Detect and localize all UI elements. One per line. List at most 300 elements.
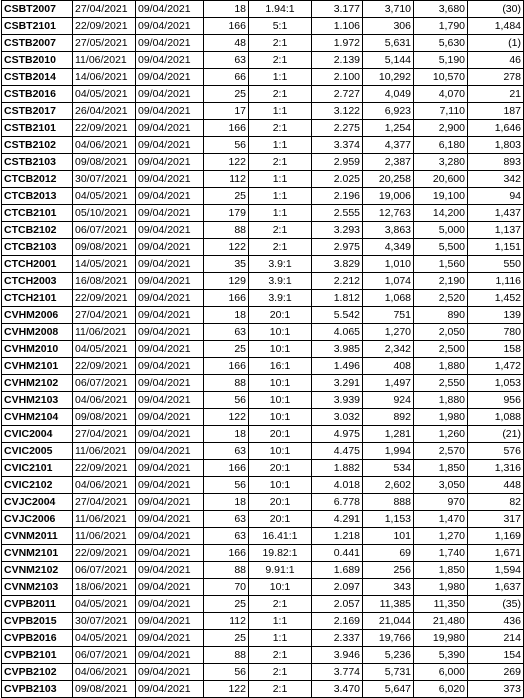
cell-theoretical-value: 4.065 xyxy=(312,324,363,341)
cell-value-col-9: 94 xyxy=(468,188,524,205)
cell-value-col-7: 534 xyxy=(363,460,414,477)
cell-days-remaining: 88 xyxy=(204,375,249,392)
cell-theoretical-value: 2.057 xyxy=(312,596,363,613)
cell-warrant-code: CVPB2016 xyxy=(2,630,73,647)
cell-days-remaining: 56 xyxy=(204,392,249,409)
cell-value-col-7: 1,068 xyxy=(363,290,414,307)
cell-theoretical-value: 2.100 xyxy=(312,69,363,86)
cell-conversion-ratio: 1:1 xyxy=(249,630,312,647)
cell-value-col-8: 2,520 xyxy=(414,290,468,307)
table-row xyxy=(2,562,524,579)
cell-theoretical-value: 4.018 xyxy=(312,477,363,494)
cell-expiry-date: 22/09/2021 xyxy=(73,545,136,562)
cell-value-col-9: 1,169 xyxy=(468,528,524,545)
cell-value-col-7: 888 xyxy=(363,494,414,511)
cell-conversion-ratio: 2:1 xyxy=(249,154,312,171)
cell-valuation-date: 09/04/2021 xyxy=(136,511,204,528)
cell-warrant-code: CTCH2001 xyxy=(2,256,73,273)
cell-days-remaining: 35 xyxy=(204,256,249,273)
cell-valuation-date: 09/04/2021 xyxy=(136,392,204,409)
cell-value-col-8: 1,560 xyxy=(414,256,468,273)
cell-value-col-8: 7,110 xyxy=(414,103,468,120)
cell-conversion-ratio: 2:1 xyxy=(249,647,312,664)
cell-valuation-date: 09/04/2021 xyxy=(136,545,204,562)
cell-value-col-9: 373 xyxy=(468,681,524,698)
cell-expiry-date: 11/06/2021 xyxy=(73,511,136,528)
cell-value-col-7: 20,258 xyxy=(363,171,414,188)
cell-value-col-8: 2,190 xyxy=(414,273,468,290)
cell-warrant-code: CVHM2104 xyxy=(2,409,73,426)
cell-value-col-9: 154 xyxy=(468,647,524,664)
cell-value-col-9: 46 xyxy=(468,52,524,69)
cell-days-remaining: 63 xyxy=(204,443,249,460)
cell-value-col-9: 139 xyxy=(468,307,524,324)
cell-expiry-date: 04/05/2021 xyxy=(73,630,136,647)
cell-conversion-ratio: 1:1 xyxy=(249,205,312,222)
cell-expiry-date: 27/04/2021 xyxy=(73,1,136,18)
cell-theoretical-value: 3.291 xyxy=(312,375,363,392)
cell-days-remaining: 18 xyxy=(204,1,249,18)
table-row xyxy=(2,579,524,596)
cell-value-col-9: 1,484 xyxy=(468,18,524,35)
cell-conversion-ratio: 2:1 xyxy=(249,86,312,103)
cell-value-col-8: 4,070 xyxy=(414,86,468,103)
cell-warrant-code: CSBT2101 xyxy=(2,18,73,35)
cell-valuation-date: 09/04/2021 xyxy=(136,630,204,647)
cell-theoretical-value: 1.496 xyxy=(312,358,363,375)
cell-theoretical-value: 3.032 xyxy=(312,409,363,426)
table-row xyxy=(2,256,524,273)
cell-warrant-code: CVHM2006 xyxy=(2,307,73,324)
cell-theoretical-value: 1.106 xyxy=(312,18,363,35)
cell-value-col-7: 1,010 xyxy=(363,256,414,273)
cell-expiry-date: 04/05/2021 xyxy=(73,86,136,103)
cell-value-col-8: 1,850 xyxy=(414,562,468,579)
cell-value-col-8: 6,000 xyxy=(414,664,468,681)
cell-warrant-code: CVJC2004 xyxy=(2,494,73,511)
cell-value-col-7: 1,153 xyxy=(363,511,414,528)
cell-valuation-date: 09/04/2021 xyxy=(136,69,204,86)
cell-days-remaining: 56 xyxy=(204,664,249,681)
cell-warrant-code: CTCB2102 xyxy=(2,222,73,239)
cell-value-col-9: 1,437 xyxy=(468,205,524,222)
cell-value-col-9: 269 xyxy=(468,664,524,681)
cell-warrant-code: CTCB2103 xyxy=(2,239,73,256)
cell-warrant-code: CVNM2101 xyxy=(2,545,73,562)
cell-days-remaining: 25 xyxy=(204,596,249,613)
cell-warrant-code: CVPB2102 xyxy=(2,664,73,681)
cell-days-remaining: 122 xyxy=(204,154,249,171)
cell-value-col-7: 4,349 xyxy=(363,239,414,256)
cell-valuation-date: 09/04/2021 xyxy=(136,273,204,290)
cell-expiry-date: 14/06/2021 xyxy=(73,69,136,86)
table-row xyxy=(2,596,524,613)
cell-expiry-date: 09/08/2021 xyxy=(73,239,136,256)
cell-value-col-8: 1,270 xyxy=(414,528,468,545)
cell-valuation-date: 09/04/2021 xyxy=(136,256,204,273)
cell-value-col-7: 1,994 xyxy=(363,443,414,460)
table-row xyxy=(2,307,524,324)
cell-theoretical-value: 4.975 xyxy=(312,426,363,443)
cell-value-col-9: 214 xyxy=(468,630,524,647)
warrant-table xyxy=(1,0,524,698)
cell-value-col-8: 1,740 xyxy=(414,545,468,562)
cell-value-col-7: 2,387 xyxy=(363,154,414,171)
table-row xyxy=(2,613,524,630)
cell-warrant-code: CSTB2102 xyxy=(2,137,73,154)
cell-expiry-date: 26/04/2021 xyxy=(73,103,136,120)
cell-warrant-code: CVNM2103 xyxy=(2,579,73,596)
cell-conversion-ratio: 19.82:1 xyxy=(249,545,312,562)
cell-days-remaining: 112 xyxy=(204,171,249,188)
cell-value-col-9: 1,316 xyxy=(468,460,524,477)
cell-days-remaining: 166 xyxy=(204,545,249,562)
cell-valuation-date: 09/04/2021 xyxy=(136,290,204,307)
cell-theoretical-value: 2.337 xyxy=(312,630,363,647)
cell-value-col-8: 2,900 xyxy=(414,120,468,137)
cell-value-col-9: 1,088 xyxy=(468,409,524,426)
cell-conversion-ratio: 10:1 xyxy=(249,392,312,409)
cell-value-col-8: 1,850 xyxy=(414,460,468,477)
cell-conversion-ratio: 20:1 xyxy=(249,494,312,511)
cell-warrant-code: CVIC2102 xyxy=(2,477,73,494)
cell-value-col-8: 5,190 xyxy=(414,52,468,69)
table-row xyxy=(2,545,524,562)
cell-days-remaining: 25 xyxy=(204,86,249,103)
table-row xyxy=(2,273,524,290)
table-row xyxy=(2,137,524,154)
cell-value-col-8: 11,350 xyxy=(414,596,468,613)
cell-theoretical-value: 3.985 xyxy=(312,341,363,358)
cell-days-remaining: 25 xyxy=(204,630,249,647)
cell-value-col-7: 1,254 xyxy=(363,120,414,137)
cell-warrant-code: CVIC2005 xyxy=(2,443,73,460)
cell-warrant-code: CSBT2007 xyxy=(2,1,73,18)
cell-expiry-date: 04/06/2021 xyxy=(73,664,136,681)
cell-valuation-date: 09/04/2021 xyxy=(136,1,204,18)
cell-warrant-code: CVHM2101 xyxy=(2,358,73,375)
cell-theoretical-value: 3.177 xyxy=(312,1,363,18)
cell-expiry-date: 05/10/2021 xyxy=(73,205,136,222)
table-row xyxy=(2,528,524,545)
cell-value-col-8: 1,880 xyxy=(414,392,468,409)
cell-expiry-date: 06/07/2021 xyxy=(73,222,136,239)
cell-value-col-8: 1,790 xyxy=(414,18,468,35)
cell-expiry-date: 09/08/2021 xyxy=(73,154,136,171)
cell-value-col-9: 317 xyxy=(468,511,524,528)
cell-expiry-date: 04/05/2021 xyxy=(73,341,136,358)
table-row xyxy=(2,120,524,137)
cell-conversion-ratio: 2:1 xyxy=(249,596,312,613)
cell-valuation-date: 09/04/2021 xyxy=(136,579,204,596)
cell-valuation-date: 09/04/2021 xyxy=(136,171,204,188)
cell-conversion-ratio: 3.9:1 xyxy=(249,273,312,290)
cell-conversion-ratio: 10:1 xyxy=(249,443,312,460)
cell-expiry-date: 14/05/2021 xyxy=(73,256,136,273)
cell-days-remaining: 179 xyxy=(204,205,249,222)
cell-conversion-ratio: 2:1 xyxy=(249,664,312,681)
cell-valuation-date: 09/04/2021 xyxy=(136,324,204,341)
cell-days-remaining: 25 xyxy=(204,341,249,358)
cell-theoretical-value: 1.218 xyxy=(312,528,363,545)
cell-days-remaining: 88 xyxy=(204,562,249,579)
cell-expiry-date: 27/04/2021 xyxy=(73,426,136,443)
cell-valuation-date: 09/04/2021 xyxy=(136,409,204,426)
cell-value-col-7: 306 xyxy=(363,18,414,35)
cell-days-remaining: 122 xyxy=(204,409,249,426)
cell-value-col-9: 1,137 xyxy=(468,222,524,239)
cell-valuation-date: 09/04/2021 xyxy=(136,494,204,511)
cell-value-col-8: 5,500 xyxy=(414,239,468,256)
cell-value-col-8: 3,680 xyxy=(414,1,468,18)
cell-expiry-date: 22/09/2021 xyxy=(73,120,136,137)
cell-value-col-7: 69 xyxy=(363,545,414,562)
cell-expiry-date: 04/05/2021 xyxy=(73,596,136,613)
cell-expiry-date: 18/06/2021 xyxy=(73,579,136,596)
cell-valuation-date: 09/04/2021 xyxy=(136,307,204,324)
cell-value-col-8: 21,480 xyxy=(414,613,468,630)
cell-warrant-code: CTCH2101 xyxy=(2,290,73,307)
cell-warrant-code: CSTB2007 xyxy=(2,35,73,52)
cell-days-remaining: 166 xyxy=(204,460,249,477)
cell-expiry-date: 09/08/2021 xyxy=(73,409,136,426)
table-row xyxy=(2,409,524,426)
cell-theoretical-value: 2.727 xyxy=(312,86,363,103)
cell-warrant-code: CVPB2101 xyxy=(2,647,73,664)
cell-expiry-date: 06/07/2021 xyxy=(73,562,136,579)
cell-value-col-7: 256 xyxy=(363,562,414,579)
cell-valuation-date: 09/04/2021 xyxy=(136,103,204,120)
cell-warrant-code: CSTB2010 xyxy=(2,52,73,69)
cell-value-col-7: 892 xyxy=(363,409,414,426)
cell-value-col-7: 11,385 xyxy=(363,596,414,613)
cell-warrant-code: CVIC2101 xyxy=(2,460,73,477)
table-row xyxy=(2,324,524,341)
table-row xyxy=(2,443,524,460)
cell-theoretical-value: 1.812 xyxy=(312,290,363,307)
cell-valuation-date: 09/04/2021 xyxy=(136,137,204,154)
cell-expiry-date: 11/06/2021 xyxy=(73,528,136,545)
cell-conversion-ratio: 10:1 xyxy=(249,579,312,596)
cell-value-col-8: 1,260 xyxy=(414,426,468,443)
cell-value-col-9: (35) xyxy=(468,596,524,613)
cell-value-col-8: 3,050 xyxy=(414,477,468,494)
cell-valuation-date: 09/04/2021 xyxy=(136,443,204,460)
cell-value-col-8: 890 xyxy=(414,307,468,324)
cell-value-col-7: 343 xyxy=(363,579,414,596)
table-row xyxy=(2,341,524,358)
cell-value-col-9: 342 xyxy=(468,171,524,188)
cell-days-remaining: 88 xyxy=(204,647,249,664)
cell-expiry-date: 16/08/2021 xyxy=(73,273,136,290)
cell-conversion-ratio: 3.9:1 xyxy=(249,290,312,307)
cell-valuation-date: 09/04/2021 xyxy=(136,188,204,205)
cell-value-col-8: 3,280 xyxy=(414,154,468,171)
cell-warrant-code: CVNM2102 xyxy=(2,562,73,579)
cell-expiry-date: 04/06/2021 xyxy=(73,137,136,154)
cell-value-col-7: 101 xyxy=(363,528,414,545)
cell-value-col-7: 1,270 xyxy=(363,324,414,341)
cell-theoretical-value: 2.555 xyxy=(312,205,363,222)
cell-conversion-ratio: 20:1 xyxy=(249,426,312,443)
cell-value-col-7: 5,631 xyxy=(363,35,414,52)
cell-conversion-ratio: 1.94:1 xyxy=(249,1,312,18)
cell-value-col-9: 1,151 xyxy=(468,239,524,256)
cell-value-col-7: 21,044 xyxy=(363,613,414,630)
cell-expiry-date: 11/06/2021 xyxy=(73,443,136,460)
cell-value-col-9: 780 xyxy=(468,324,524,341)
cell-value-col-7: 1,497 xyxy=(363,375,414,392)
cell-conversion-ratio: 20:1 xyxy=(249,307,312,324)
cell-value-col-9: 1,472 xyxy=(468,358,524,375)
cell-theoretical-value: 4.475 xyxy=(312,443,363,460)
cell-conversion-ratio: 10:1 xyxy=(249,477,312,494)
cell-conversion-ratio: 1:1 xyxy=(249,69,312,86)
cell-expiry-date: 27/04/2021 xyxy=(73,307,136,324)
cell-days-remaining: 70 xyxy=(204,579,249,596)
cell-value-col-7: 3,710 xyxy=(363,1,414,18)
cell-theoretical-value: 2.975 xyxy=(312,239,363,256)
table-row xyxy=(2,630,524,647)
cell-warrant-code: CSTB2103 xyxy=(2,154,73,171)
cell-value-col-8: 6,020 xyxy=(414,681,468,698)
table-row xyxy=(2,392,524,409)
cell-valuation-date: 09/04/2021 xyxy=(136,647,204,664)
cell-expiry-date: 22/09/2021 xyxy=(73,358,136,375)
cell-valuation-date: 09/04/2021 xyxy=(136,460,204,477)
cell-expiry-date: 06/07/2021 xyxy=(73,375,136,392)
cell-days-remaining: 56 xyxy=(204,477,249,494)
cell-value-col-9: 1,803 xyxy=(468,137,524,154)
cell-conversion-ratio: 1:1 xyxy=(249,171,312,188)
cell-warrant-code: CVNM2011 xyxy=(2,528,73,545)
cell-days-remaining: 129 xyxy=(204,273,249,290)
cell-value-col-9: 1,452 xyxy=(468,290,524,307)
cell-value-col-9: 893 xyxy=(468,154,524,171)
cell-expiry-date: 22/09/2021 xyxy=(73,290,136,307)
cell-conversion-ratio: 2:1 xyxy=(249,681,312,698)
cell-valuation-date: 09/04/2021 xyxy=(136,528,204,545)
table-row xyxy=(2,239,524,256)
cell-expiry-date: 11/06/2021 xyxy=(73,52,136,69)
table-row xyxy=(2,188,524,205)
cell-days-remaining: 18 xyxy=(204,426,249,443)
cell-valuation-date: 09/04/2021 xyxy=(136,222,204,239)
cell-warrant-code: CSTB2101 xyxy=(2,120,73,137)
cell-conversion-ratio: 2:1 xyxy=(249,35,312,52)
table-row xyxy=(2,664,524,681)
cell-warrant-code: CVJC2006 xyxy=(2,511,73,528)
cell-valuation-date: 09/04/2021 xyxy=(136,52,204,69)
cell-days-remaining: 18 xyxy=(204,494,249,511)
cell-theoretical-value: 3.939 xyxy=(312,392,363,409)
cell-conversion-ratio: 16:1 xyxy=(249,358,312,375)
cell-conversion-ratio: 10:1 xyxy=(249,341,312,358)
cell-theoretical-value: 2.275 xyxy=(312,120,363,137)
table-row xyxy=(2,1,524,18)
cell-value-col-9: (1) xyxy=(468,35,524,52)
cell-value-col-7: 5,236 xyxy=(363,647,414,664)
cell-valuation-date: 09/04/2021 xyxy=(136,154,204,171)
cell-days-remaining: 166 xyxy=(204,290,249,307)
cell-valuation-date: 09/04/2021 xyxy=(136,341,204,358)
cell-valuation-date: 09/04/2021 xyxy=(136,375,204,392)
cell-theoretical-value: 4.291 xyxy=(312,511,363,528)
cell-conversion-ratio: 20:1 xyxy=(249,511,312,528)
cell-value-col-7: 19,766 xyxy=(363,630,414,647)
cell-value-col-8: 2,570 xyxy=(414,443,468,460)
cell-days-remaining: 122 xyxy=(204,239,249,256)
cell-valuation-date: 09/04/2021 xyxy=(136,477,204,494)
cell-value-col-9: 956 xyxy=(468,392,524,409)
cell-warrant-code: CVHM2102 xyxy=(2,375,73,392)
cell-days-remaining: 112 xyxy=(204,613,249,630)
cell-conversion-ratio: 1:1 xyxy=(249,103,312,120)
cell-valuation-date: 09/04/2021 xyxy=(136,426,204,443)
cell-conversion-ratio: 10:1 xyxy=(249,375,312,392)
cell-value-col-8: 10,570 xyxy=(414,69,468,86)
cell-value-col-7: 5,647 xyxy=(363,681,414,698)
cell-theoretical-value: 1.972 xyxy=(312,35,363,52)
cell-value-col-8: 20,600 xyxy=(414,171,468,188)
cell-days-remaining: 122 xyxy=(204,681,249,698)
cell-conversion-ratio: 9.91:1 xyxy=(249,562,312,579)
cell-value-col-9: 158 xyxy=(468,341,524,358)
cell-valuation-date: 09/04/2021 xyxy=(136,205,204,222)
cell-warrant-code: CVPB2103 xyxy=(2,681,73,698)
table-row xyxy=(2,35,524,52)
cell-value-col-7: 5,731 xyxy=(363,664,414,681)
cell-days-remaining: 66 xyxy=(204,69,249,86)
table-row xyxy=(2,494,524,511)
cell-theoretical-value: 2.025 xyxy=(312,171,363,188)
cell-theoretical-value: 3.774 xyxy=(312,664,363,681)
cell-theoretical-value: 1.882 xyxy=(312,460,363,477)
cell-value-col-8: 5,390 xyxy=(414,647,468,664)
cell-valuation-date: 09/04/2021 xyxy=(136,358,204,375)
cell-conversion-ratio: 2:1 xyxy=(249,239,312,256)
table-row xyxy=(2,52,524,69)
cell-theoretical-value: 2.196 xyxy=(312,188,363,205)
cell-conversion-ratio: 10:1 xyxy=(249,324,312,341)
cell-value-col-8: 14,200 xyxy=(414,205,468,222)
cell-valuation-date: 09/04/2021 xyxy=(136,562,204,579)
cell-value-col-7: 12,763 xyxy=(363,205,414,222)
cell-valuation-date: 09/04/2021 xyxy=(136,86,204,103)
cell-value-col-9: 448 xyxy=(468,477,524,494)
cell-valuation-date: 09/04/2021 xyxy=(136,596,204,613)
cell-warrant-code: CVPB2015 xyxy=(2,613,73,630)
cell-days-remaining: 56 xyxy=(204,137,249,154)
cell-expiry-date: 27/04/2021 xyxy=(73,494,136,511)
cell-value-col-9: 1,646 xyxy=(468,120,524,137)
cell-conversion-ratio: 3.9:1 xyxy=(249,256,312,273)
cell-conversion-ratio: 1:1 xyxy=(249,188,312,205)
cell-valuation-date: 09/04/2021 xyxy=(136,681,204,698)
cell-expiry-date: 04/06/2021 xyxy=(73,477,136,494)
cell-valuation-date: 09/04/2021 xyxy=(136,664,204,681)
cell-valuation-date: 09/04/2021 xyxy=(136,120,204,137)
cell-conversion-ratio: 1:1 xyxy=(249,137,312,154)
cell-value-col-7: 3,863 xyxy=(363,222,414,239)
table-row xyxy=(2,426,524,443)
cell-value-col-7: 2,342 xyxy=(363,341,414,358)
cell-expiry-date: 30/07/2021 xyxy=(73,613,136,630)
cell-value-col-8: 970 xyxy=(414,494,468,511)
cell-theoretical-value: 6.778 xyxy=(312,494,363,511)
table-row xyxy=(2,358,524,375)
cell-theoretical-value: 2.139 xyxy=(312,52,363,69)
